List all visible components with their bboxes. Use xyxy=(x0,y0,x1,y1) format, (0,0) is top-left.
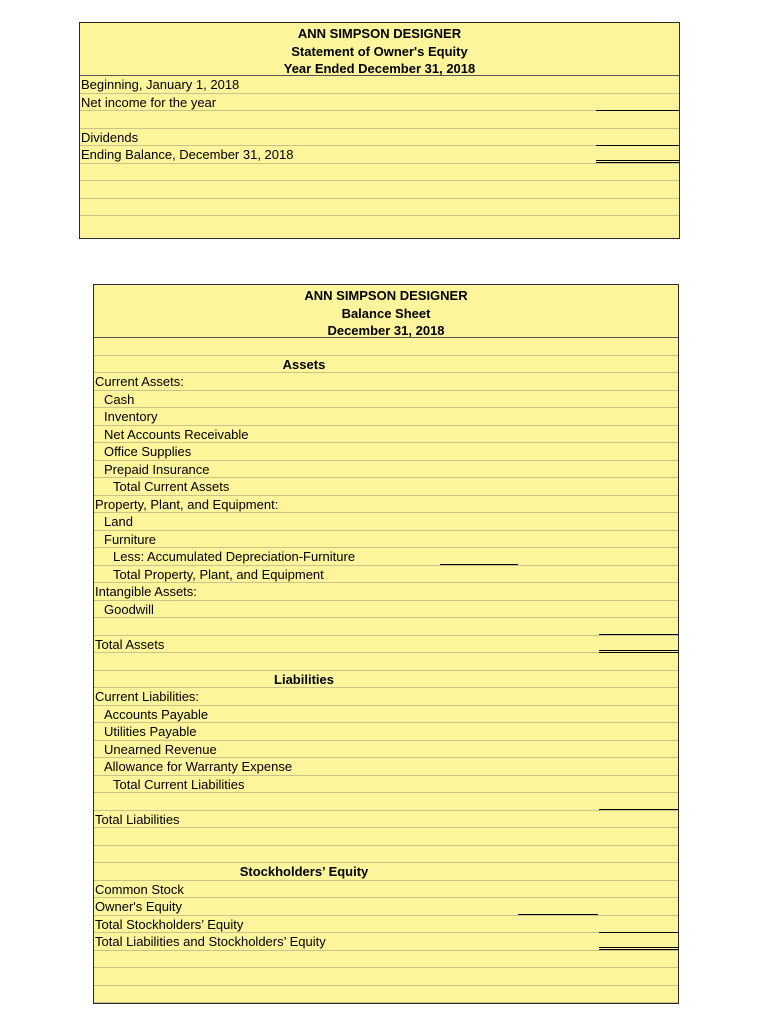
blank-row[interactable] xyxy=(80,164,679,182)
row-label: Owner's Equity xyxy=(95,899,183,914)
row-label: Total Stockholders’ Equity xyxy=(95,916,244,932)
row-label: Net Accounts Receivable xyxy=(104,426,249,442)
blank-row[interactable] xyxy=(80,216,679,234)
accounts-payable-row[interactable] xyxy=(94,706,678,724)
row-label: Office Supplies xyxy=(104,444,192,459)
utilities-payable-row[interactable] xyxy=(94,723,678,741)
row-label: Cash xyxy=(104,391,135,407)
blank-row[interactable] xyxy=(94,618,678,636)
statement-date: December 31, 2018 xyxy=(327,323,445,338)
common-stock-row[interactable] xyxy=(94,881,678,899)
blank-row[interactable] xyxy=(80,199,679,217)
row-label: Beginning, January 1, 2018 xyxy=(81,77,240,92)
row-label: Total Current Liabilities xyxy=(113,776,245,792)
row-label: Total Assets xyxy=(95,636,165,652)
owners-equity-statement xyxy=(79,22,680,239)
blank-row[interactable] xyxy=(94,968,678,986)
row-label: Unearned Revenue xyxy=(104,741,217,757)
company-name: ANN SIMPSON DESIGNER xyxy=(297,26,462,41)
total-assets-row[interactable] xyxy=(94,636,678,654)
total-ppe-row[interactable] xyxy=(94,566,678,584)
company-name: ANN SIMPSON DESIGNER xyxy=(304,288,468,303)
row-label: Total Current Assets xyxy=(113,479,230,494)
blank-row[interactable] xyxy=(94,846,678,864)
row-label: Net income for the year xyxy=(81,94,217,110)
row-label: Intangible Assets: xyxy=(95,584,197,599)
blank-row[interactable] xyxy=(94,951,678,969)
row-label: Current Liabilities: xyxy=(95,689,200,704)
accumulated-depreciation-row[interactable] xyxy=(94,548,678,566)
ppe-row[interactable] xyxy=(94,496,678,514)
total-equity-row[interactable] xyxy=(94,916,678,934)
blank-row[interactable] xyxy=(94,828,678,846)
row-label: Dividends xyxy=(81,129,139,145)
total-current-liabilities-row[interactable] xyxy=(94,776,678,794)
blank-row[interactable] xyxy=(94,338,678,356)
row-label: Current Assets: xyxy=(95,374,184,389)
prepaid-insurance-row[interactable] xyxy=(94,461,678,479)
row-label: Allowance for Warranty Expense xyxy=(104,759,293,774)
row-label: Less: Accumulated Depreciation-Furniture xyxy=(113,549,356,564)
statement-title: Balance Sheet xyxy=(341,305,431,321)
row-label: Land xyxy=(104,514,133,529)
section-heading: Liabilities xyxy=(274,671,334,687)
row-label: Inventory xyxy=(104,409,158,424)
statement-header xyxy=(80,23,679,76)
net-accounts-receivable-row[interactable] xyxy=(94,426,678,444)
inventory-row[interactable] xyxy=(94,408,678,426)
land-row[interactable] xyxy=(94,513,678,531)
statement-period: Year Ended December 31, 2018 xyxy=(283,61,476,76)
blank-row[interactable] xyxy=(80,181,679,199)
blank-row[interactable] xyxy=(94,793,678,811)
row-label: Furniture xyxy=(104,531,157,547)
current-liabilities-row[interactable] xyxy=(94,688,678,706)
row-label: Ending Balance, December 31, 2018 xyxy=(81,147,294,162)
office-supplies-row[interactable] xyxy=(94,443,678,461)
ending-balance-row[interactable] xyxy=(80,146,679,164)
row-label: Goodwill xyxy=(104,601,154,617)
liabilities-heading-row xyxy=(94,671,678,689)
beginning-balance-row[interactable] xyxy=(80,76,679,94)
section-heading: Stockholders’ Equity xyxy=(239,864,369,879)
statement-title: Statement of Owner's Equity xyxy=(291,43,468,59)
cash-row[interactable] xyxy=(94,391,678,409)
furniture-row[interactable] xyxy=(94,531,678,549)
total-current-assets-row[interactable] xyxy=(94,478,678,496)
row-label: Prepaid Insurance xyxy=(104,461,210,477)
unearned-revenue-row[interactable] xyxy=(94,741,678,759)
blank-row[interactable] xyxy=(80,111,679,129)
total-liabilities-equity-row[interactable] xyxy=(94,933,678,951)
goodwill-row[interactable] xyxy=(94,601,678,619)
current-assets-row[interactable] xyxy=(94,373,678,391)
warranty-allowance-row[interactable] xyxy=(94,758,678,776)
statement-header xyxy=(94,285,678,338)
section-heading: Assets xyxy=(282,356,326,372)
balance-sheet xyxy=(93,284,679,1004)
dividends-row[interactable] xyxy=(80,129,679,147)
blank-row[interactable] xyxy=(94,986,678,1004)
row-label: Common Stock xyxy=(95,881,184,897)
total-liabilities-row[interactable] xyxy=(94,811,678,829)
row-label: Total Liabilities and Stockholders’ Equity xyxy=(95,934,326,949)
row-label: Accounts Payable xyxy=(104,706,209,722)
owners-equity-row[interactable] xyxy=(94,898,678,916)
blank-row[interactable] xyxy=(94,653,678,671)
intangible-assets-row[interactable] xyxy=(94,583,678,601)
equity-heading-row xyxy=(94,863,678,881)
row-label: Total Liabilities xyxy=(95,811,180,827)
row-label: Utilities Payable xyxy=(104,724,197,739)
row-label: Total Property, Plant, and Equipment xyxy=(113,566,324,582)
net-income-row[interactable] xyxy=(80,94,679,112)
assets-heading-row xyxy=(94,356,678,374)
row-label: Property, Plant, and Equipment: xyxy=(95,496,279,512)
